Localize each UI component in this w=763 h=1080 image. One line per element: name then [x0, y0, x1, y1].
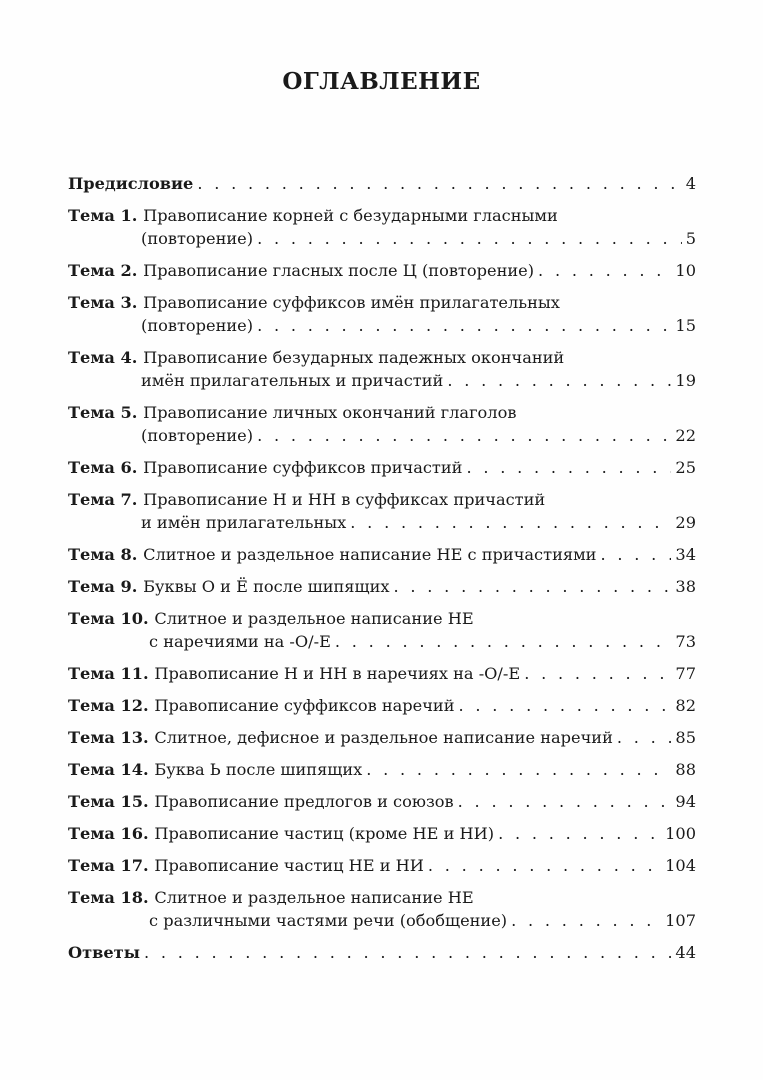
toc-line [68, 314, 696, 337]
toc-page-number: 104 [665, 856, 696, 875]
toc-page-number: 29 [675, 513, 696, 532]
toc-entry-label: Тема 15. [68, 792, 155, 811]
toc-page-number: 34 [675, 545, 696, 564]
toc-page-number: 100 [665, 824, 696, 843]
toc-line [68, 259, 696, 282]
page-title: ОГЛАВЛЕНИЕ [282, 68, 481, 95]
toc-line [68, 758, 696, 781]
toc-page-number: 4 [685, 174, 696, 193]
leader-dots [447, 369, 671, 392]
leader-dots [257, 314, 671, 337]
leader-dots [335, 630, 672, 653]
toc-entry-label: Предисловие [68, 174, 194, 193]
toc-entry[interactable] [68, 758, 696, 781]
toc-line [68, 886, 696, 909]
toc-line [68, 511, 696, 534]
toc-entry-label: Тема 7. [68, 490, 144, 509]
toc-page-number: 19 [675, 371, 696, 390]
toc-entry-label: Тема 13. [68, 728, 155, 747]
toc-line [68, 204, 696, 227]
toc-line [68, 227, 696, 250]
toc-entry[interactable] [68, 790, 696, 813]
toc-entry[interactable] [68, 575, 696, 598]
toc-entry-label: Тема 12. [68, 696, 155, 715]
toc-entry-title: Правописание частиц (кроме НЕ и НИ) [154, 824, 495, 843]
toc-page-number: 94 [675, 792, 696, 811]
toc-entry-title: Правописание частиц НЕ и НИ [154, 856, 424, 875]
toc-entry-label: Тема 3. [68, 293, 144, 312]
toc-entry-title: Правописание корней с безударными гласными [143, 206, 558, 225]
toc-line [68, 488, 696, 511]
toc-page-number: 73 [675, 632, 696, 651]
leader-dots [197, 172, 681, 195]
toc-page-number: 15 [675, 316, 696, 335]
toc-entry-title: Правописание гласных после Ц (повторение) [143, 261, 535, 280]
toc-entry-title: Правописание предлогов и союзов [154, 792, 454, 811]
toc-entry-title: Правописание Н и НН в наречиях на -О/-Е [154, 664, 521, 683]
leader-dots [257, 227, 682, 250]
toc-entry-title: Правописание Н и НН в суффиксах причастий [143, 490, 546, 509]
toc-entry-title: с наречиями на -О/-Е [149, 632, 331, 651]
leader-dots [458, 790, 672, 813]
toc-page-number: 85 [675, 728, 696, 747]
toc-entry[interactable] [68, 854, 696, 877]
toc-entry-title: Правописание безударных падежных окончаний [143, 348, 565, 367]
toc-entry-title: Правописание суффиксов причастий [143, 458, 463, 477]
toc-entry-title: Слитное и раздельное написание НЕ [154, 888, 474, 907]
toc-entry[interactable] [68, 172, 696, 195]
toc-line [68, 291, 696, 314]
toc-line [68, 172, 696, 195]
toc-entry[interactable] [68, 941, 696, 964]
toc-entry-label: Тема 5. [68, 403, 144, 422]
leader-dots [366, 758, 671, 781]
toc-line [68, 630, 696, 653]
toc-entry-title: (повторение) [141, 426, 254, 445]
toc-entry-title: Слитное, дефисное и раздельное написание наречий [154, 728, 613, 747]
toc-entry-label: Тема 6. [68, 458, 144, 477]
toc-entry-label: Тема 4. [68, 348, 144, 367]
toc-page-number: 22 [675, 426, 696, 445]
toc-entry-title: Слитное и раздельное написание НЕ [154, 609, 474, 628]
toc-line [68, 726, 696, 749]
leader-dots [257, 424, 671, 447]
leader-dots [350, 511, 671, 534]
leader-dots [600, 543, 671, 566]
toc-entry[interactable] [68, 401, 696, 447]
toc-entry-title: Правописание личных окончаний глаголов [143, 403, 517, 422]
toc-entry-title: Буква Ь после шипящих [154, 760, 363, 779]
toc-entry-title: с различными частями речи (обобщение) [149, 911, 508, 930]
toc-page-number: 82 [675, 696, 696, 715]
toc-page-number: 5 [685, 229, 696, 248]
toc-entry-title: Правописание суффиксов имён прилагательных [143, 293, 560, 312]
toc-entry-title: Правописание суффиксов наречий [154, 696, 455, 715]
toc-page-number: 10 [675, 261, 696, 280]
toc-line [68, 662, 696, 685]
toc-line [68, 369, 696, 392]
toc-entry-title: имён прилагательных и причастий [141, 371, 444, 390]
toc-entry-label: Тема 14. [68, 760, 155, 779]
toc-entry-label: Тема 10. [68, 609, 155, 628]
toc-entry-title: Слитное и раздельное написание НЕ с причастиями [143, 545, 597, 564]
toc-entry[interactable] [68, 726, 696, 749]
leader-dots [524, 662, 671, 685]
toc-entry[interactable] [68, 694, 696, 717]
toc-line [68, 694, 696, 717]
toc-entry-title: (повторение) [141, 229, 254, 248]
toc-page-number: 38 [675, 577, 696, 596]
leader-dots [394, 575, 672, 598]
toc-entry-label: Тема 1. [68, 206, 144, 225]
toc-line [68, 456, 696, 479]
toc-line [68, 941, 696, 964]
toc-line [68, 424, 696, 447]
toc-entry-label: Ответы [68, 943, 140, 962]
toc-page-number: 77 [675, 664, 696, 683]
leader-dots [538, 259, 671, 282]
toc-page-number: 25 [675, 458, 696, 477]
toc-entry-label: Тема 16. [68, 824, 155, 843]
leader-dots [459, 694, 672, 717]
toc-page-number: 88 [675, 760, 696, 779]
toc-entry-title: (повторение) [141, 316, 254, 335]
toc-entry[interactable] [68, 822, 696, 845]
toc-page-number: 44 [675, 943, 696, 962]
leader-dots [428, 854, 661, 877]
toc-entry[interactable] [68, 456, 696, 479]
toc-entry[interactable] [68, 346, 696, 392]
leader-dots [498, 822, 661, 845]
leader-dots [466, 456, 671, 479]
toc-line [68, 854, 696, 877]
toc-entry[interactable] [68, 886, 696, 932]
leader-dots [144, 941, 671, 964]
toc-entry-label: Тема 9. [68, 577, 144, 596]
toc-entry-label: Тема 17. [68, 856, 155, 875]
toc-entry-label: Тема 2. [68, 261, 144, 280]
toc-line [68, 575, 696, 598]
toc-entry-label: Тема 11. [68, 664, 155, 683]
toc-line [68, 607, 696, 630]
toc-entry[interactable] [68, 607, 696, 653]
toc-line [68, 346, 696, 369]
toc-entry[interactable] [68, 662, 696, 685]
toc-line [68, 543, 696, 566]
toc-line [68, 790, 696, 813]
toc-page-number: 107 [665, 911, 696, 930]
toc-entry-title: Буквы О и Ё после шипящих [143, 577, 390, 596]
toc-line [68, 909, 696, 932]
leader-dots [511, 909, 661, 932]
toc-entry[interactable] [68, 488, 696, 534]
toc-entry[interactable] [68, 543, 696, 566]
toc-entry-label: Тема 8. [68, 545, 144, 564]
toc-line [68, 401, 696, 424]
toc-entry-title: и имён прилагательных [141, 513, 347, 532]
toc-line [68, 822, 696, 845]
toc-entry[interactable] [68, 204, 696, 250]
toc-entry[interactable] [68, 291, 696, 337]
toc-entry-label: Тема 18. [68, 888, 155, 907]
toc-entry[interactable] [68, 259, 696, 282]
leader-dots [617, 726, 672, 749]
